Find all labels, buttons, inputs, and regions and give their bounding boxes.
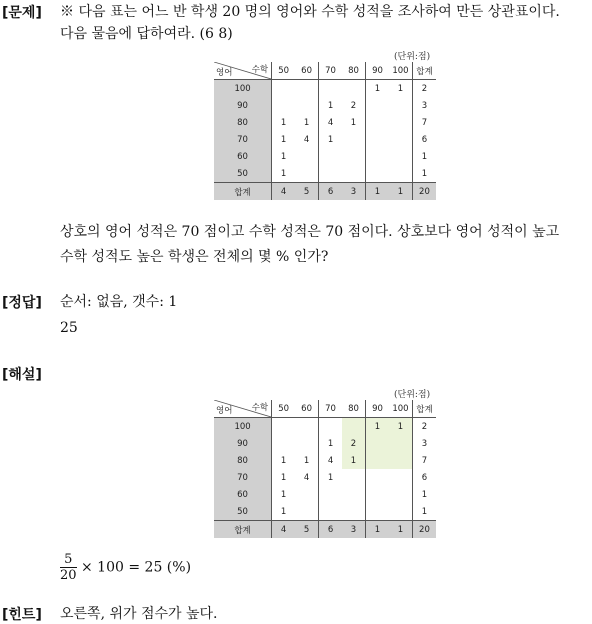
table2-unit: (단위:점) [394,390,431,400]
table-row [214,165,436,183]
fraction-denominator: 20 [60,568,77,583]
table-cell [295,503,318,521]
row-header: 60 [214,486,272,503]
table-row [214,148,436,165]
table-row [214,131,436,148]
row-header: 70 [214,469,272,486]
total-cell: 3 [342,521,365,539]
table-cell [366,435,389,452]
total-cell: 6 [319,521,342,539]
column-header: 70 [319,400,342,418]
column-header: 100 [389,62,412,80]
table-cell [342,165,365,183]
column-header: 50 [272,62,295,80]
row-header: 80 [214,452,272,469]
math-axis-label: 수학 [251,65,269,75]
question-line2: 수학 성적도 높은 학생은 전체의 몇 % 인가? [60,249,329,265]
table-cell: 1 [272,114,295,131]
table-cell: 7 [412,114,436,131]
problem-text-line1: ※ 다음 표는 어느 반 학생 20 명의 영어와 수학 성적을 조사하여 만든 상관표이다. [60,4,560,20]
hint-label: [힌트] [2,607,42,623]
fraction-numerator: 5 [60,552,77,568]
table-cell: 1 [272,165,295,183]
table-row [214,503,436,521]
column-header: 합계 [412,62,436,80]
table-cell: 4 [319,114,342,131]
table-cell: 1 [366,418,389,436]
row-header: 90 [214,435,272,452]
table-cell: 1 [412,503,436,521]
table-cell [272,97,295,114]
table-cell: 3 [412,435,436,452]
total-cell: 1 [389,521,412,539]
table-cell [319,503,342,521]
table-cell: 2 [350,100,357,111]
column-header: 80 [342,400,365,418]
table-cell [389,114,412,131]
table-cell: 6 [412,131,436,148]
table-cell: 6 [412,469,436,486]
table-cell [389,97,412,114]
table-row [214,469,436,486]
row-header: 100 [214,418,272,436]
total-cell: 4 [272,521,295,539]
diagonal-header-cell [214,62,272,80]
table-cell [366,469,389,486]
table-cell [342,418,365,436]
table-cell: 1 [303,455,310,466]
column-header: 90 [366,62,389,80]
total-row [214,183,436,201]
table-cell: 1 [412,486,436,503]
table-cell [342,148,365,165]
total-cell: 1 [389,183,412,201]
total-cell: 6 [319,183,342,201]
solution-formula [60,552,191,583]
table-cell [319,148,342,165]
solution-correlation-table [214,400,436,538]
table-cell: 1 [272,486,295,503]
table-cell: 7 [412,452,436,469]
english-axis-label: 영어 [216,406,233,416]
column-header: 60 [295,62,318,80]
table-cell: 2 [342,435,365,452]
column-header: 70 [319,62,342,80]
table-cell: 1 [319,469,342,486]
table-cell: 1 [397,83,404,94]
table-cell [319,418,342,436]
total-cell: 20 [412,521,436,539]
table-cell [272,418,295,436]
table-cell: 1 [389,418,412,436]
table-cell [389,503,412,521]
table-cell: 1 [303,117,310,128]
table-header-row [214,62,436,80]
table-cell: 2 [412,418,436,436]
table-cell: 1 [272,469,295,486]
total-cell: 20 [412,183,436,201]
answer-line1: 순서: 없음, 갯수: 1 [60,294,178,310]
table-cell: 1 [319,97,342,114]
total-cell: 1 [366,183,389,201]
table-cell [295,80,318,98]
row-header: 90 [214,97,272,114]
table-row [214,97,436,114]
table-cell: 4 [303,134,310,145]
math-axis-label: 수학 [251,403,269,413]
total-cell: 4 [272,183,295,201]
row-header: 50 [214,165,272,183]
table-cell [342,486,365,503]
row-header: 80 [214,114,272,131]
problem-text-line2: 다음 물음에 답하여라. (6 8) [60,26,233,42]
column-header: 90 [366,400,389,418]
total-label: 합계 [214,183,272,201]
row-header: 100 [214,80,272,98]
question-line1: 상호의 영어 성적은 70 점이고 수학 성적은 70 점이다. 상호보다 영어 성적이 높고 [60,224,560,240]
table-cell [389,486,412,503]
table1-unit: (단위:점) [394,52,431,62]
table-cell [295,148,318,165]
column-header: 50 [272,400,295,418]
table-cell [366,503,389,521]
table-row [214,114,436,131]
table-cell [389,435,412,452]
hint-text: 오른쪽, 위가 점수가 높다. [60,606,218,622]
table-cell: 1 [350,117,357,128]
table-cell: 1 [412,148,436,165]
table-cell [366,148,389,165]
table-cell [342,131,365,148]
table-cell [319,486,342,503]
total-cell: 5 [295,521,318,539]
table-row [214,435,436,452]
table-cell: 1 [319,435,342,452]
table-cell: 1 [272,131,295,148]
table-cell [342,469,365,486]
table-cell [366,486,389,503]
column-header: 80 [342,62,365,80]
table-cell [366,97,389,114]
total-cell: 5 [295,183,318,201]
total-label: 합계 [214,521,272,539]
table-cell: 4 [319,452,342,469]
diagonal-header-cell [214,400,272,418]
table-cell [272,80,295,98]
column-header: 100 [389,400,412,418]
table-cell: 1 [342,452,365,469]
table-cell [295,418,318,436]
table-cell [366,452,389,469]
answer-line2: 25 [60,320,78,336]
table-cell [389,131,412,148]
row-header: 60 [214,148,272,165]
table-cell [366,114,389,131]
table-cell [366,131,389,148]
table-cell: 1 [319,131,342,148]
table-cell [389,469,412,486]
table-cell [319,165,342,183]
table-cell [389,452,412,469]
table-cell [272,435,295,452]
table-cell [295,486,318,503]
table-cell: 1 [272,452,295,469]
english-axis-label: 영어 [216,68,233,78]
total-cell: 3 [342,183,365,201]
column-header: 60 [295,400,318,418]
problem-label: [문제] [2,5,42,21]
table-cell: 1 [272,148,295,165]
table-cell: 3 [412,97,436,114]
table-row [214,418,436,436]
table-cell: 1 [272,503,295,521]
table-cell: 1 [412,165,436,183]
solution-label: [해설] [2,367,42,383]
row-header: 70 [214,131,272,148]
total-cell: 1 [366,521,389,539]
table-cell [295,435,318,452]
table-cell [366,165,389,183]
row-header: 50 [214,503,272,521]
table-cell: 1 [366,80,389,98]
table-cell [389,148,412,165]
correlation-table [214,62,436,200]
answer-label: [정답] [2,295,42,311]
table-cell [389,165,412,183]
table-cell [342,80,365,98]
table-header-row [214,400,436,418]
fraction [60,552,77,583]
table-cell [342,503,365,521]
total-row [214,521,436,539]
table-cell: 4 [303,472,310,483]
table-cell [319,80,342,98]
table-row [214,486,436,503]
column-header: 합계 [412,400,436,418]
table-row [214,80,436,98]
table-cell [295,97,318,114]
formula-rest: × 100 = 25 (%) [81,559,192,576]
table-row [214,452,436,469]
table-cell: 2 [412,80,436,98]
table-cell [295,165,318,183]
